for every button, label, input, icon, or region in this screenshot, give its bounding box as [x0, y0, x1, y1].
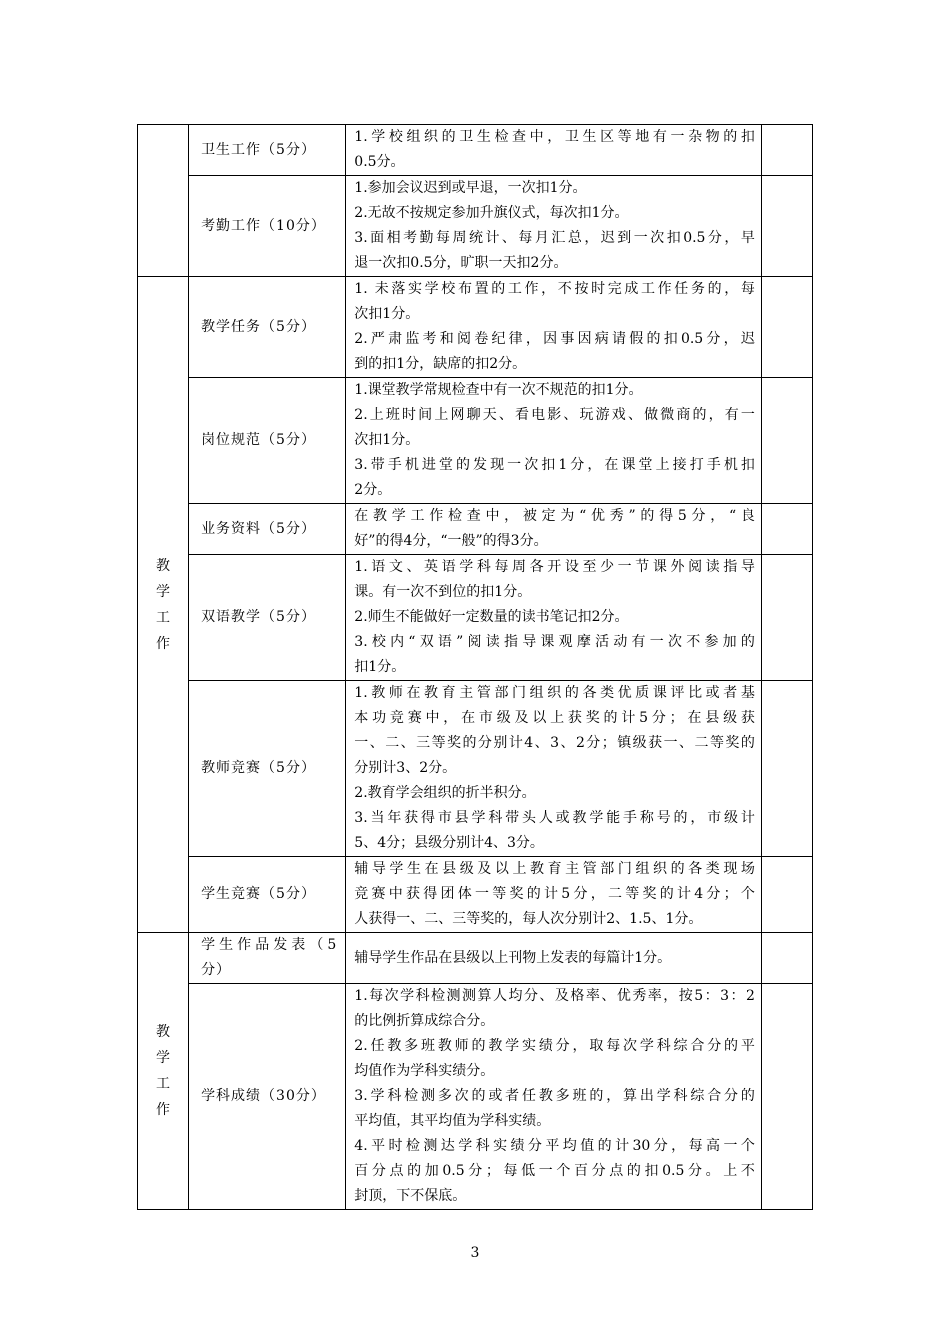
score-cell[interactable] [761, 857, 812, 933]
description-cell: 1.课堂教学常规检查中有一次不规范的扣1分。 2.上班时间上网聊天、看电影、玩游戏、做微商的，有一 次扣1分。 3.带手机进堂的发现一次扣1分，在课堂上接打手机扣 2分。 [346, 378, 762, 504]
description-cell: 1. 未落实学校布置的工作，不按时完成工作任务的，每 次扣1分。 2.严肃监考和阅卷纪律，因事因病请假的扣0.5分，迟 到的扣1分，缺席的扣2分。 [346, 277, 762, 378]
item-cell: 教学任务（5分） [189, 277, 346, 378]
category-cell-empty [138, 125, 189, 277]
score-cell[interactable] [761, 984, 812, 1210]
table-row [138, 504, 813, 555]
table-row [138, 125, 813, 176]
item-cell: 业务资料（5分） [189, 504, 346, 555]
table-row [138, 984, 813, 1210]
item-cell: 考勤工作（10分） [189, 176, 346, 277]
table-row [138, 176, 813, 277]
item-cell: 岗位规范（5分） [189, 378, 346, 504]
table-row [138, 681, 813, 857]
score-cell[interactable] [761, 681, 812, 857]
item-cell: 卫生工作（5分） [189, 125, 346, 176]
table-row [138, 933, 813, 984]
table-row [138, 555, 813, 681]
item-cell: 教师竞赛（5分） [189, 681, 346, 857]
scoring-table [137, 124, 813, 1210]
table-row [138, 857, 813, 933]
score-cell[interactable] [761, 125, 812, 176]
score-cell[interactable] [761, 555, 812, 681]
description-cell: 1.每次学科检测测算人均分、及格率、优秀率，按5：3：2 的比例折算成综合分。 2.任教多班教师的教学实绩分，取每次学科综合分的平 均值作为学科实绩分。 3.学科检测多次的或者任教多班的，算出学科综合分的 平均值，其平均值为学科实绩。 4.平时检测达学科实绩分平均值的计30分，每高一个 百分点的加0.5分；每低一个百分点的扣0.5分。上不 封顶，下不保底。 [346, 984, 762, 1210]
score-cell[interactable] [761, 176, 812, 277]
description-cell: 在教学工作检查中，被定为“优秀”的得5分，“良 好”的得4分，“一般”的得3分。 [346, 504, 762, 555]
description-cell: 辅导学生在县级及以上教育主管部门组织的各类现场 竞赛中获得团体一等奖的计5分，二等奖的计4分；个 人获得一、二、三等奖的，每人次分别计2、1.5、1分。 [346, 857, 762, 933]
description-cell: 1.教师在教育主管部门组织的各类优质课评比或者基 本功竞赛中，在市级及以上获奖的计5分；在县级获 一、二、三等奖的分别计4、3、2分；镇级获一、二等奖的 分别计3、2分。 2.教育学会组织的折半积分。 3.当年获得市县学科带头人或教学能手称号的，市级计 5、4分；县级分别计4、3分。 [346, 681, 762, 857]
item-cell: 学科成绩（30分） [189, 984, 346, 1210]
item-cell: 双语教学（5分） [189, 555, 346, 681]
item-cell: 学生竞赛（5分） [189, 857, 346, 933]
description-cell: 1.学校组织的卫生检查中，卫生区等地有一杂物的扣 0.5分。 [346, 125, 762, 176]
description-cell: 1.参加会议迟到或早退，一次扣1分。 2.无故不按规定参加升旗仪式，每次扣1分。 3.面相考勤每周统计、每月汇总，迟到一次扣0.5分，早 退一次扣0.5分，旷职一天扣2分。 [346, 176, 762, 277]
score-cell[interactable] [761, 504, 812, 555]
category-cell: 教学工作 [138, 933, 189, 1210]
score-cell[interactable] [761, 933, 812, 984]
description-cell: 辅导学生作品在县级以上刊物上发表的每篇计1分。 [346, 933, 762, 984]
category-cell: 教学工作 [138, 277, 189, 933]
table-row [138, 277, 813, 378]
page-number: 3 [470, 1245, 480, 1261]
item-cell: 学生作品发表（5 分） [189, 933, 346, 984]
description-cell: 1.语文、英语学科每周各开设至少一节课外阅读指导 课。有一次不到位的扣1分。 2.师生不能做好一定数量的读书笔记扣2分。 3.校内“双语”阅读指导课观摩活动有一次不参加的 扣1分。 [346, 555, 762, 681]
table-row [138, 378, 813, 504]
score-cell[interactable] [761, 277, 812, 378]
score-cell[interactable] [761, 378, 812, 504]
